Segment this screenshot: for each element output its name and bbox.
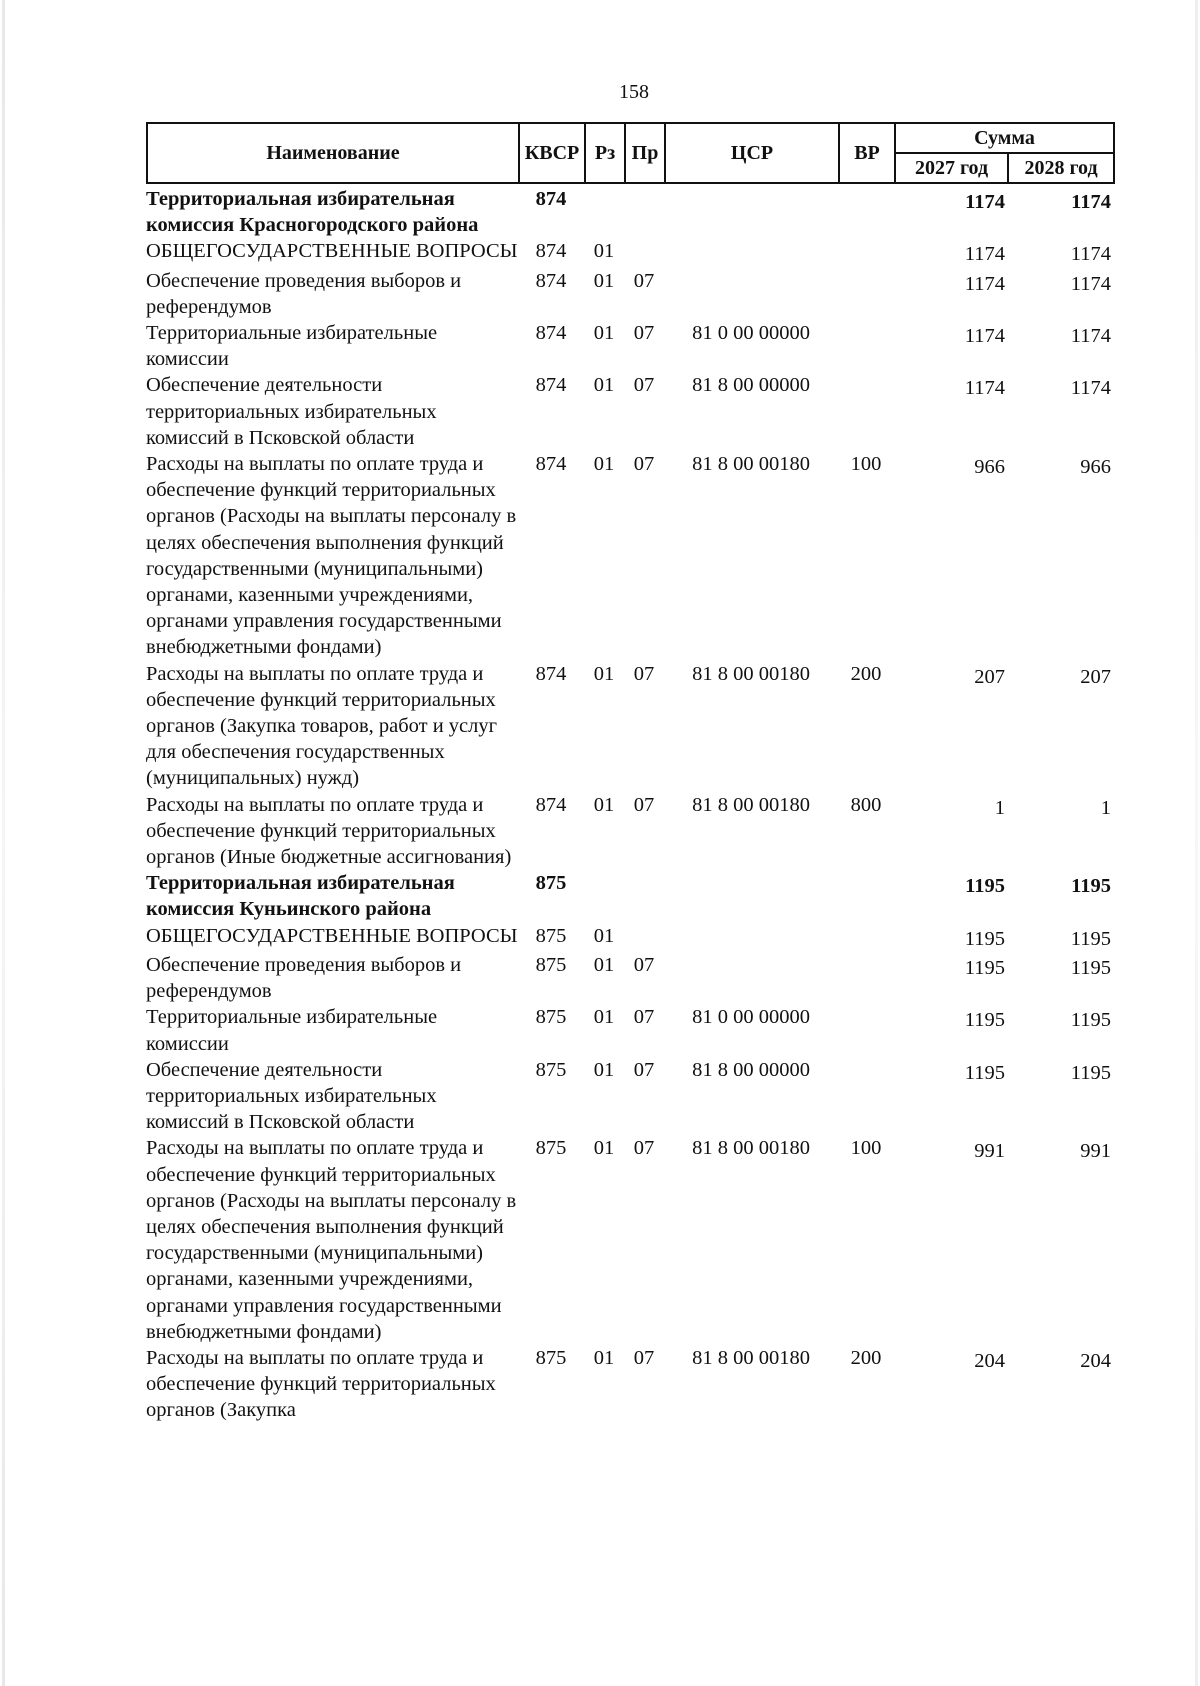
table-row — [146, 792, 1113, 871]
table-row — [146, 372, 1113, 451]
header-csr: ЦСР — [665, 123, 839, 183]
row-kvsr: 874 — [535, 662, 567, 685]
row-pr: 07 — [633, 1137, 655, 1160]
row-vr: 200 — [850, 1346, 882, 1369]
row-vr — [838, 268, 894, 320]
row-sum-2027: 991 — [974, 1140, 1005, 1163]
row-vr — [838, 952, 894, 1004]
row-csr — [664, 870, 838, 922]
row-sum-2028: 1195 — [1070, 1061, 1111, 1084]
row-pr: 07 — [633, 374, 655, 397]
row-sum-2027: 1 — [994, 796, 1005, 819]
row-vr: 100 — [850, 1137, 882, 1160]
row-sum-2028: 991 — [1080, 1140, 1111, 1163]
row-name: Расходы на выплаты по оплате труда и обеспечение функций территориальных органов (Расходы на выплаты персоналу в целях обеспечения выполнения функций государственными (муниципальными) органами, казенными учреждениями, органами управления государственными внебюджетными фондами) — [146, 453, 517, 659]
row-pr: 07 — [633, 662, 655, 685]
header-name: Наименование — [147, 123, 519, 183]
row-csr: 81 0 00 00000 — [692, 1006, 810, 1029]
row-sum-2027: 1174 — [964, 272, 1005, 295]
table-row — [146, 870, 1113, 922]
row-name: ОБЩЕГОСУДАРСТВЕННЫЕ ВОПРОСЫ — [146, 924, 518, 947]
row-rz: 01 — [593, 240, 615, 263]
scan-edge-right — [1195, 0, 1198, 1686]
row-csr — [664, 923, 838, 952]
row-pr — [624, 870, 664, 922]
row-pr: 07 — [633, 953, 655, 976]
row-name: Расходы на выплаты по оплате труда и обеспечение функций территориальных органов (Закупка товаров, работ и услуг для обеспечения государственных (муниципальных) нужд) — [146, 662, 498, 790]
row-name: Обеспечение деятельности территориальных избирательных комиссий в Псковской области — [146, 374, 437, 449]
row-pr: 07 — [633, 1346, 655, 1369]
row-sum-2028: 1174 — [1070, 325, 1111, 348]
row-sum-2027: 1195 — [965, 875, 1005, 898]
table-row — [146, 952, 1113, 1004]
table-row — [146, 268, 1113, 320]
row-vr — [838, 1057, 894, 1136]
row-csr: 81 8 00 00180 — [692, 793, 810, 816]
row-rz — [584, 870, 624, 922]
row-kvsr: 875 — [535, 1137, 567, 1160]
row-kvsr: 874 — [535, 453, 567, 476]
row-sum-2028: 1195 — [1070, 927, 1111, 950]
row-pr: 07 — [633, 1006, 655, 1029]
row-csr — [664, 186, 838, 238]
row-rz: 01 — [593, 453, 615, 476]
row-csr: 81 8 00 00000 — [692, 1058, 810, 1081]
row-name: Территориальная избирательная комиссия Красногородского района — [146, 188, 479, 237]
header-sum: Сумма — [895, 123, 1114, 153]
row-sum-2027: 207 — [974, 665, 1005, 688]
row-rz: 01 — [593, 793, 615, 816]
row-sum-2028: 1174 — [1070, 272, 1111, 295]
table-row — [146, 1057, 1113, 1136]
row-pr: 07 — [633, 793, 655, 816]
table-row — [146, 661, 1113, 792]
row-sum-2027: 204 — [974, 1349, 1005, 1372]
budget-table — [146, 186, 1113, 1424]
row-name: Расходы на выплаты по оплате труда и обеспечение функций территориальных органов (Закупка — [146, 1346, 496, 1422]
row-name: Территориальные избирательные комиссии — [146, 1006, 438, 1055]
row-vr: 800 — [850, 793, 882, 816]
header-rz: Рз — [585, 123, 625, 183]
row-pr: 07 — [633, 1058, 655, 1081]
row-vr — [838, 870, 894, 922]
row-vr — [838, 372, 894, 451]
row-csr: 81 8 00 00000 — [692, 374, 810, 397]
row-sum-2027: 1174 — [965, 191, 1005, 213]
row-vr — [838, 923, 894, 952]
row-csr — [664, 238, 838, 267]
header-year-2028: 2028 год — [1008, 153, 1114, 183]
row-rz: 01 — [593, 1137, 615, 1160]
row-name: Обеспечение проведения выборов и референдумов — [146, 953, 462, 1003]
row-rz: 01 — [593, 1346, 615, 1369]
row-name: Территориальные избирательные комиссии — [146, 322, 438, 371]
row-pr: 07 — [633, 269, 655, 292]
row-pr — [624, 923, 664, 952]
row-sum-2027: 1195 — [964, 927, 1005, 950]
row-csr: 81 8 00 00180 — [692, 662, 810, 685]
row-rz: 01 — [593, 269, 615, 292]
row-rz: 01 — [593, 953, 615, 976]
row-sum-2027: 1195 — [964, 956, 1005, 979]
table-row — [146, 923, 1113, 952]
row-kvsr: 874 — [535, 793, 567, 816]
row-vr — [838, 238, 894, 267]
row-sum-2028: 966 — [1080, 456, 1111, 479]
row-rz — [584, 186, 624, 238]
row-vr: 100 — [850, 453, 882, 476]
row-sum-2028: 1195 — [1070, 1009, 1111, 1032]
table-row — [146, 238, 1113, 267]
row-kvsr: 874 — [535, 322, 567, 345]
row-kvsr: 875 — [535, 1058, 567, 1081]
row-kvsr: 874 — [535, 240, 567, 263]
row-pr — [624, 186, 664, 238]
table-row — [146, 186, 1113, 238]
row-name: ОБЩЕГОСУДАРСТВЕННЫЕ ВОПРОСЫ — [146, 240, 518, 263]
page-number: 158 — [619, 81, 649, 103]
row-sum-2028: 1195 — [1070, 956, 1111, 979]
row-kvsr: 875 — [535, 924, 567, 947]
table-header — [146, 122, 1115, 184]
row-vr — [838, 186, 894, 238]
table-row — [146, 1345, 1113, 1424]
row-rz: 01 — [593, 924, 615, 947]
row-kvsr: 874 — [535, 188, 567, 210]
table-row — [146, 320, 1113, 372]
row-rz: 01 — [593, 662, 615, 685]
table-row — [146, 1135, 1113, 1345]
row-sum-2028: 204 — [1080, 1349, 1111, 1372]
row-name: Обеспечение деятельности территориальных избирательных комиссий в Псковской области — [146, 1058, 437, 1134]
table-body — [146, 186, 1113, 1424]
row-pr: 07 — [633, 322, 655, 345]
row-sum-2028: 1 — [1100, 796, 1111, 819]
row-csr — [664, 952, 838, 1004]
row-csr: 81 0 00 00000 — [692, 322, 810, 345]
row-kvsr: 874 — [535, 269, 567, 292]
row-rz: 01 — [593, 374, 615, 397]
header-kvsr: КВСР — [519, 123, 585, 183]
row-kvsr: 874 — [535, 374, 567, 397]
row-sum-2028: 1174 — [1071, 191, 1111, 213]
row-csr: 81 8 00 00180 — [692, 1346, 810, 1369]
row-name: Расходы на выплаты по оплате труда и обеспечение функций территориальных органов (Расходы на выплаты персоналу в целях обеспечения выполнения функций государственными (муниципальными) органами, казенными учреждениями, органами управления государственными внебюджетными фондами) — [146, 1137, 517, 1343]
row-rz: 01 — [593, 1006, 615, 1029]
row-name: Обеспечение проведения выборов и референдумов — [146, 269, 462, 318]
header-vr: ВР — [839, 123, 895, 183]
row-sum-2028: 1174 — [1070, 377, 1111, 400]
row-sum-2027: 966 — [974, 456, 1005, 479]
row-rz: 01 — [593, 322, 615, 345]
row-sum-2027: 1174 — [964, 325, 1005, 348]
row-vr — [838, 320, 894, 372]
row-pr — [624, 238, 664, 267]
row-sum-2027: 1195 — [964, 1061, 1005, 1084]
row-kvsr: 875 — [535, 1006, 567, 1029]
row-sum-2028: 1195 — [1071, 875, 1111, 898]
row-sum-2027: 1174 — [964, 243, 1005, 266]
row-vr: 200 — [850, 662, 882, 685]
row-csr: 81 8 00 00180 — [692, 1137, 810, 1160]
row-sum-2028: 1174 — [1070, 243, 1111, 266]
table-row — [146, 1004, 1113, 1056]
header-pr: Пр — [625, 123, 665, 183]
row-kvsr: 875 — [535, 872, 567, 895]
header-year-2027: 2027 год — [895, 153, 1008, 183]
row-sum-2027: 1195 — [964, 1009, 1005, 1032]
row-kvsr: 875 — [535, 953, 567, 976]
table-row — [146, 451, 1113, 661]
row-name: Территориальная избирательная комиссия Куньинского района — [146, 872, 455, 921]
row-sum-2027: 1174 — [964, 377, 1005, 400]
row-kvsr: 875 — [535, 1346, 567, 1369]
row-name: Расходы на выплаты по оплате труда и обеспечение функций территориальных органов (Иные бюджетные ассигнования) — [146, 793, 512, 869]
row-pr: 07 — [633, 453, 655, 476]
row-vr — [838, 1004, 894, 1056]
row-sum-2028: 207 — [1080, 665, 1111, 688]
row-csr: 81 8 00 00180 — [692, 453, 810, 476]
scan-edge-left — [2, 0, 5, 1686]
row-rz: 01 — [593, 1058, 615, 1081]
row-csr — [664, 268, 838, 320]
